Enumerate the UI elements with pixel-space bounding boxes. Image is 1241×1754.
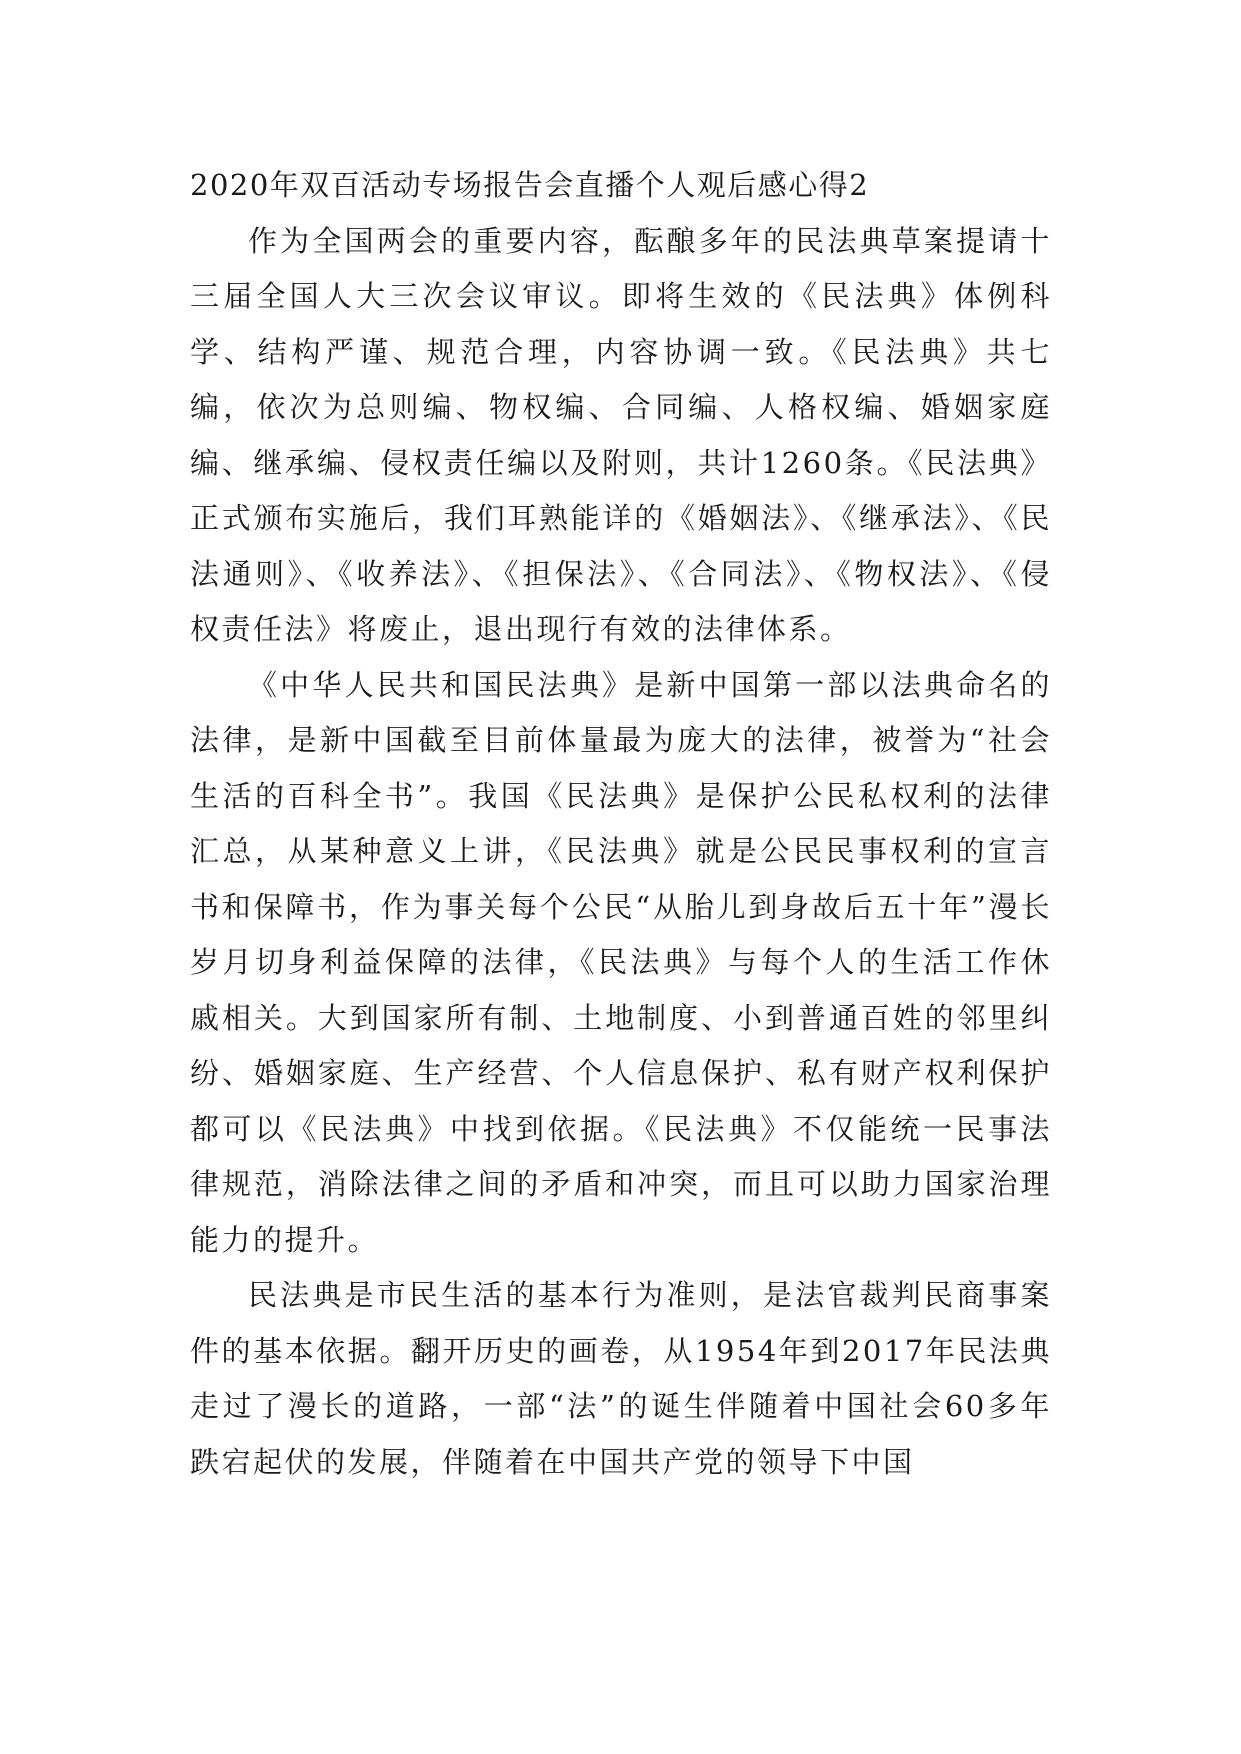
document-title: 2020年双百活动专场报告会直播个人观后感心得2	[190, 168, 870, 202]
paragraph-1: 作为全国两会的重要内容，酝酿多年的民法典草案提请十三届全国人大三次会议审议。即将生效的《民法典》体例科学、结构严谨、规范合理，内容协调一致。《民法典》共七编，依次为总则编、物权编、合同编、人格权编、婚姻家庭编、继承编、侵权责任编以及附则，共计1260条。《民法典》正式颁布实施后，我们耳熟能详的《婚姻法》、《继承法》、《民法通则》、《收养法》、《担保法》、《合同法》、《物权法》、《侵权责任法》将废止，退出现行有效的法律体系。	[190, 223, 1052, 646]
paragraph-3: 民法典是市民生活的基本行为准则，是法官裁判民商事案件的基本依据。翻开历史的画卷，从1954年到2017年民法典走过了漫长的道路，一部“法”的诞生伴随着中国社会60多年跌宕起伏的发展，伴随着在中国共产党的领导下中国	[190, 1278, 1052, 1479]
paragraph-2: 《中华人民共和国民法典》是新中国第一部以法典命名的法律，是新中国截至目前体量最为庞大的法律，被誉为“社会生活的百科全书”。我国《民法典》是保护公民私权利的法律汇总，从某种意义上讲，《民法典》就是公民民事权利的宣言书和保障书，作为事关每个公民“从胎儿到身故后五十年”漫长岁月切身利益保障的法律，《民法典》与每个人的生活工作休戚相关。大到国家所有制、土地制度、小到普通百姓的邻里纠纷、婚姻家庭、生产经营、个人信息保护、私有财产权利保护都可以《民法典》中找到依据。《民法典》不仅能统一民事法律规范，消除法律之间的矛盾和冲突，而且可以助力国家治理能力的提升。	[190, 667, 1052, 1257]
document-body	[190, 158, 1052, 1490]
